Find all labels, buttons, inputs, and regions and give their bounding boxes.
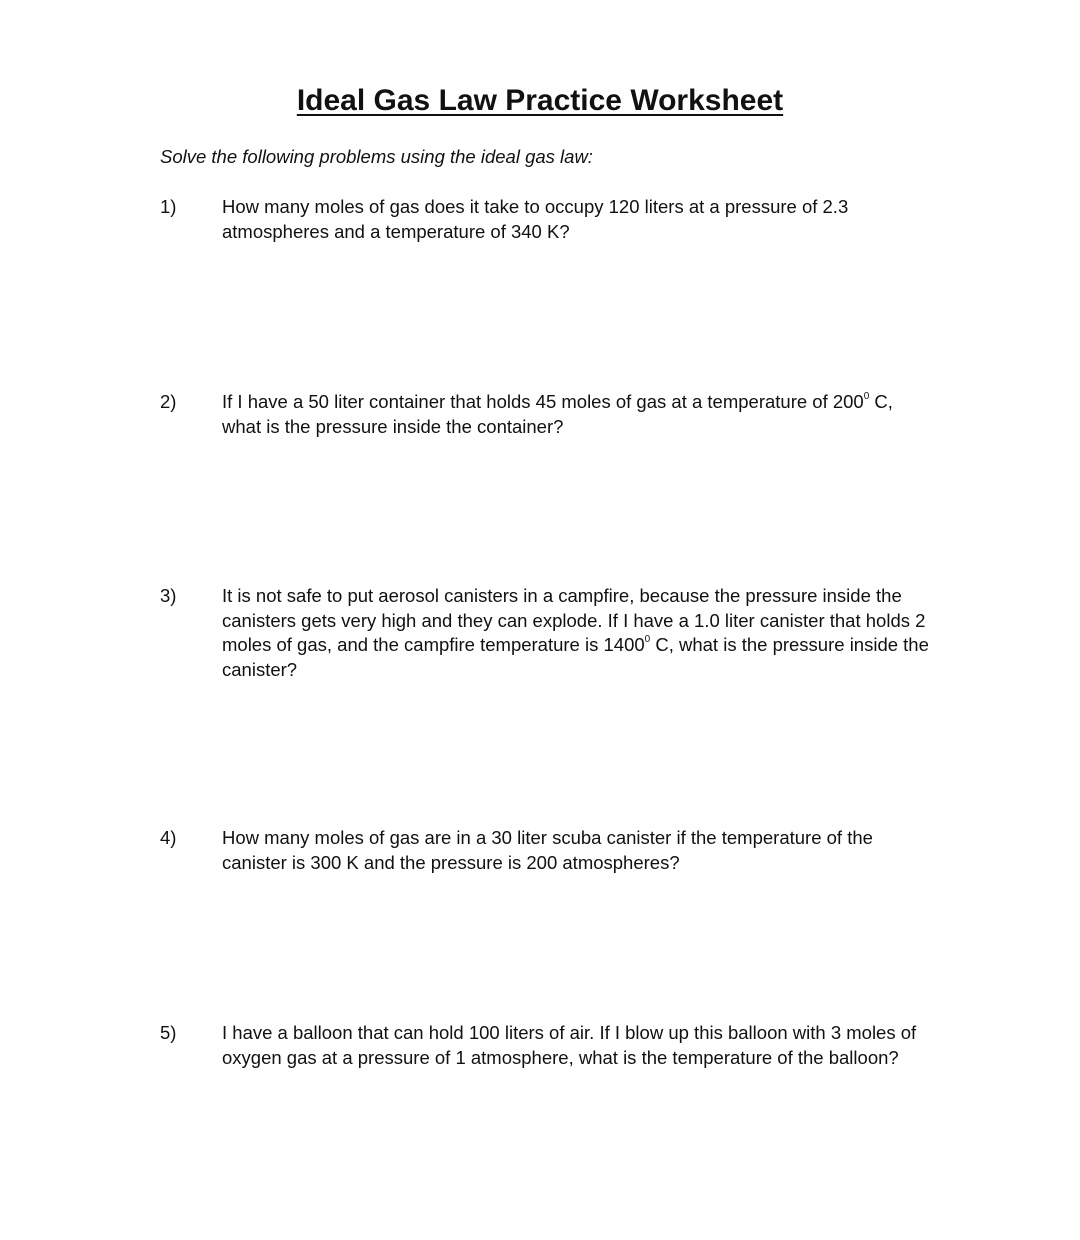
problem-number: 4) bbox=[160, 827, 177, 848]
problem-item bbox=[160, 584, 940, 682]
problem-text: How many moles of gas are in a 30 liter scuba canister if the temperature of the canister is 300 K and the pressure is 200 atmospheres? bbox=[222, 827, 873, 873]
problem-item bbox=[160, 195, 940, 244]
problem-number: 1) bbox=[160, 196, 177, 217]
degree-superscript: 0 bbox=[863, 390, 870, 402]
problem-number: 2) bbox=[160, 391, 177, 412]
problem-text: I have a balloon that can hold 100 liters of air. If I blow up this balloon with 3 moles of oxygen gas at a pressure of 1 atmosphere, what is the temperature of the balloon? bbox=[222, 1022, 917, 1068]
degree-superscript: 0 bbox=[644, 633, 651, 645]
instructions: Solve the following problems using the ideal gas law: bbox=[160, 146, 593, 167]
problem-number: 5) bbox=[160, 1022, 177, 1043]
problem-item bbox=[160, 826, 940, 875]
problem-text: If I have a 50 liter container that holds 45 moles of gas at a temperature of $200^0$ C, what is the pressure inside the container? bbox=[222, 390, 893, 437]
problem-item bbox=[160, 1021, 940, 1070]
problem-item bbox=[160, 390, 940, 439]
problem-number: 3) bbox=[160, 585, 177, 606]
problem-text: How many moles of gas does it take to occupy 120 liters at a pressure of 2.3 atmospheres and a temperature of 340 K? bbox=[222, 196, 849, 242]
page-title: Ideal Gas Law Practice Worksheet bbox=[296, 84, 784, 117]
problem-text: It is not safe to put aerosol canisters in a campfire, because the pressure inside the canisters gets very high and they can explode. If I have a 1.0 liter canister that holds 2 moles of gas, and the campfire temperature is 1400$^0$ C, what is the pressure inside the canister? bbox=[222, 585, 929, 680]
